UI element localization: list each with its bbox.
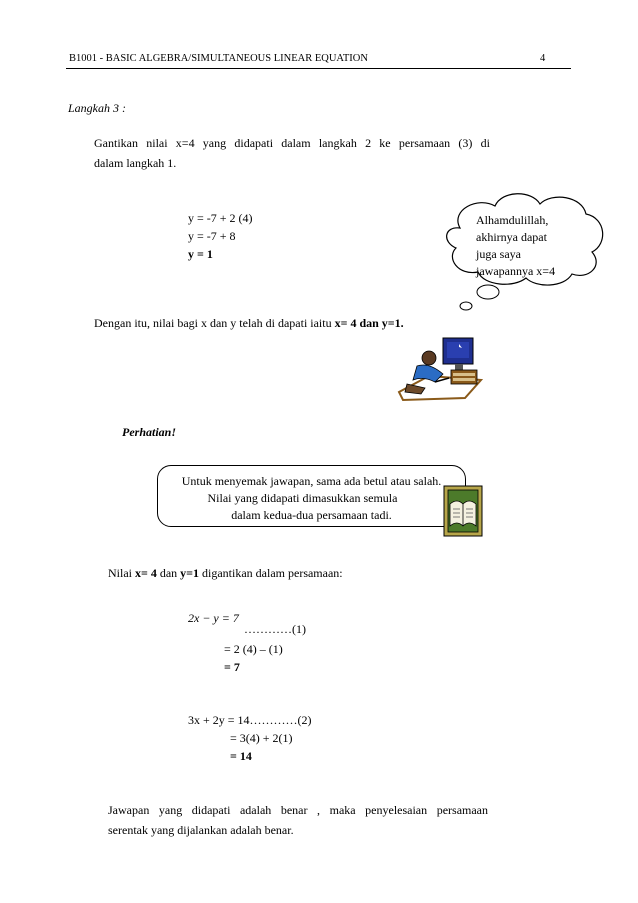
equation-block-1 <box>188 209 253 263</box>
substitution-prefix: Nilai <box>108 566 135 580</box>
instruction-paragraph <box>94 133 490 173</box>
note-line-3: dalam kedua-dua persamaan tadi. <box>231 508 392 522</box>
equation-1-steps <box>224 640 283 676</box>
equation-1-math: 2x − y = 7 <box>188 611 239 625</box>
result-values: x= 4 dan y=1. <box>334 316 404 330</box>
equation-2-steps <box>230 729 293 765</box>
result-text: Dengan itu, nilai bagi x dan y telah di dapati iaitu <box>94 316 335 330</box>
cloud-line: akhirnya dapat <box>476 230 547 244</box>
equation-line: y = -7 + 8 <box>188 229 236 243</box>
instruction-line-1: Gantikan nilai x=4 yang didapati dalam langkah 2 ke persamaan (3) di <box>94 136 490 150</box>
header-title: B1001 - BASIC ALGEBRA/SIMULTANEOUS LINEAR EQUATION <box>69 53 368 64</box>
note-line-1: Untuk menyemak jawapan, sama ada betul atau salah. <box>181 474 442 488</box>
cloud-line: juga saya <box>476 247 521 261</box>
equation-step: = 3(4) + 2(1) <box>230 731 293 745</box>
equation-1-tag: …………(1) <box>244 622 306 636</box>
y-value: y=1 <box>180 566 200 580</box>
conclusion-paragraph <box>108 800 488 840</box>
equation-1-check <box>188 609 239 627</box>
book-icon <box>440 482 486 540</box>
note-line-2: Nilai yang didapati dimasukkan semula <box>207 491 398 505</box>
equation-2-check: 3x + 2y = 14…………(2) <box>188 713 312 727</box>
equation-line: y = -7 + 2 (4) <box>188 211 253 225</box>
note-box <box>157 465 466 527</box>
result-paragraph <box>94 316 404 331</box>
page-number: 4 <box>540 53 546 64</box>
step-title: Langkah 3 : <box>68 101 126 115</box>
attention-heading: Perhatian! <box>122 425 177 439</box>
conclusion-line-1: Jawapan yang didapati adalah benar , maka penyelesaian persamaan <box>108 803 488 817</box>
equation-result: = 7 <box>224 660 240 674</box>
cloud-line: Alhamdulillah, <box>476 213 549 227</box>
substitution-sentence <box>108 566 343 581</box>
x-value: x= 4 <box>135 566 157 580</box>
equation-result: y = 1 <box>188 247 213 261</box>
cloud-line: jawapannya x=4 <box>476 264 556 278</box>
equation-result: = 14 <box>230 749 252 763</box>
student-studying-icon <box>395 336 485 404</box>
substitution-middle: dan <box>156 566 181 580</box>
thought-cloud-text <box>476 212 568 278</box>
header-rule <box>66 68 571 69</box>
substitution-suffix: digantikan dalam persamaan: <box>199 566 343 580</box>
conclusion-line-2: serentak yang dijalankan adalah benar. <box>108 823 294 837</box>
equation-step: = 2 (4) – (1) <box>224 642 283 656</box>
instruction-line-2: dalam langkah 1. <box>94 156 177 170</box>
